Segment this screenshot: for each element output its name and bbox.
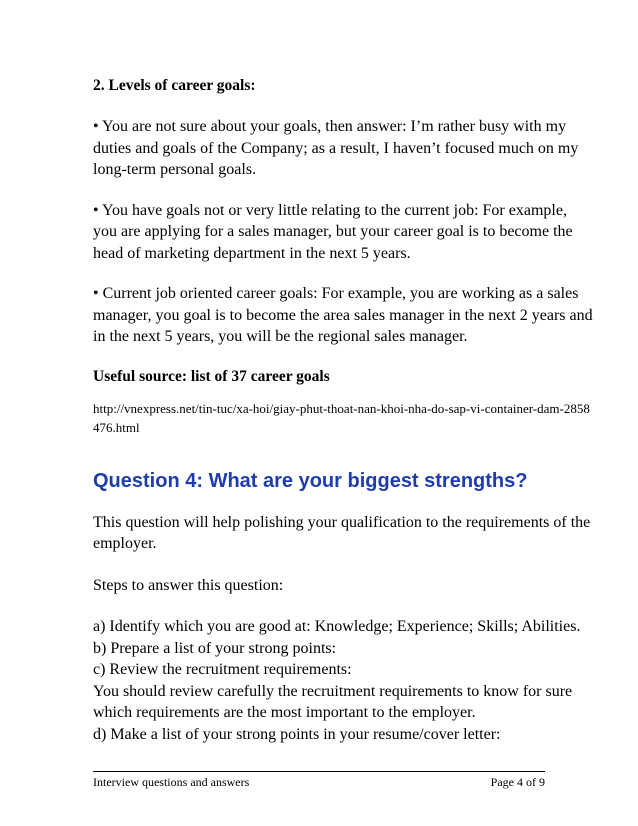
page-content (93, 76, 593, 745)
step-c-detail: You should review carefully the recruitment requirements to know for sure which requirements are the most important to the employer. (93, 682, 573, 721)
step-a: a) Identify which you are good at: Knowledge; Experience; Skills; Abilities. (93, 618, 581, 635)
question-4-intro: This question will help polishing your qualification to the requirements of the employer. (93, 513, 591, 552)
question-4-heading: Question 4: What are your biggest strengths? (93, 469, 528, 492)
steps-intro: Steps to answer this question: (93, 576, 284, 594)
bullet-not-sure-goals: • You are not sure about your goals, then answer: I’m rather busy with my duties and goals of the Company; as a result, I haven’t focused much on my long-term personal goals. (93, 118, 579, 178)
steps-list (93, 616, 593, 745)
step-c: c) Review the recruitment requirements: (93, 661, 352, 678)
bullet-goals-not-relating: • You have goals not or very little relating to the current job: For example, you are applying for a sales manager, but your career goal is to become the head of marketing department in the next 5 years. (93, 201, 573, 262)
page-footer (93, 771, 545, 789)
step-b: b) Prepare a list of your strong points: (93, 639, 337, 657)
useful-source-label: Useful source: list of 37 career goals (93, 367, 330, 385)
step-d: d) Make a list of your strong points in your resume/cover letter: (93, 725, 501, 743)
footer-page-number: Page 4 of 9 (490, 775, 545, 789)
bullet-job-oriented-goals: • Current job oriented career goals: For example, you are working as a sales manager, you goal is to become the area sales manager in the next 2 years and in the next 5 years, you will be the regional sales manager. (93, 285, 593, 345)
footer-document-title: Interview questions and answers (93, 775, 250, 789)
source-url-link[interactable]: http://vnexpress.net/tin-tuc/xa-hoi/giay-phut-thoat-nan-khoi-nha-do-sap-vi-container-dam-2858476.html (93, 400, 590, 435)
section-heading-levels-career-goals: 2. Levels of career goals: (93, 77, 256, 94)
